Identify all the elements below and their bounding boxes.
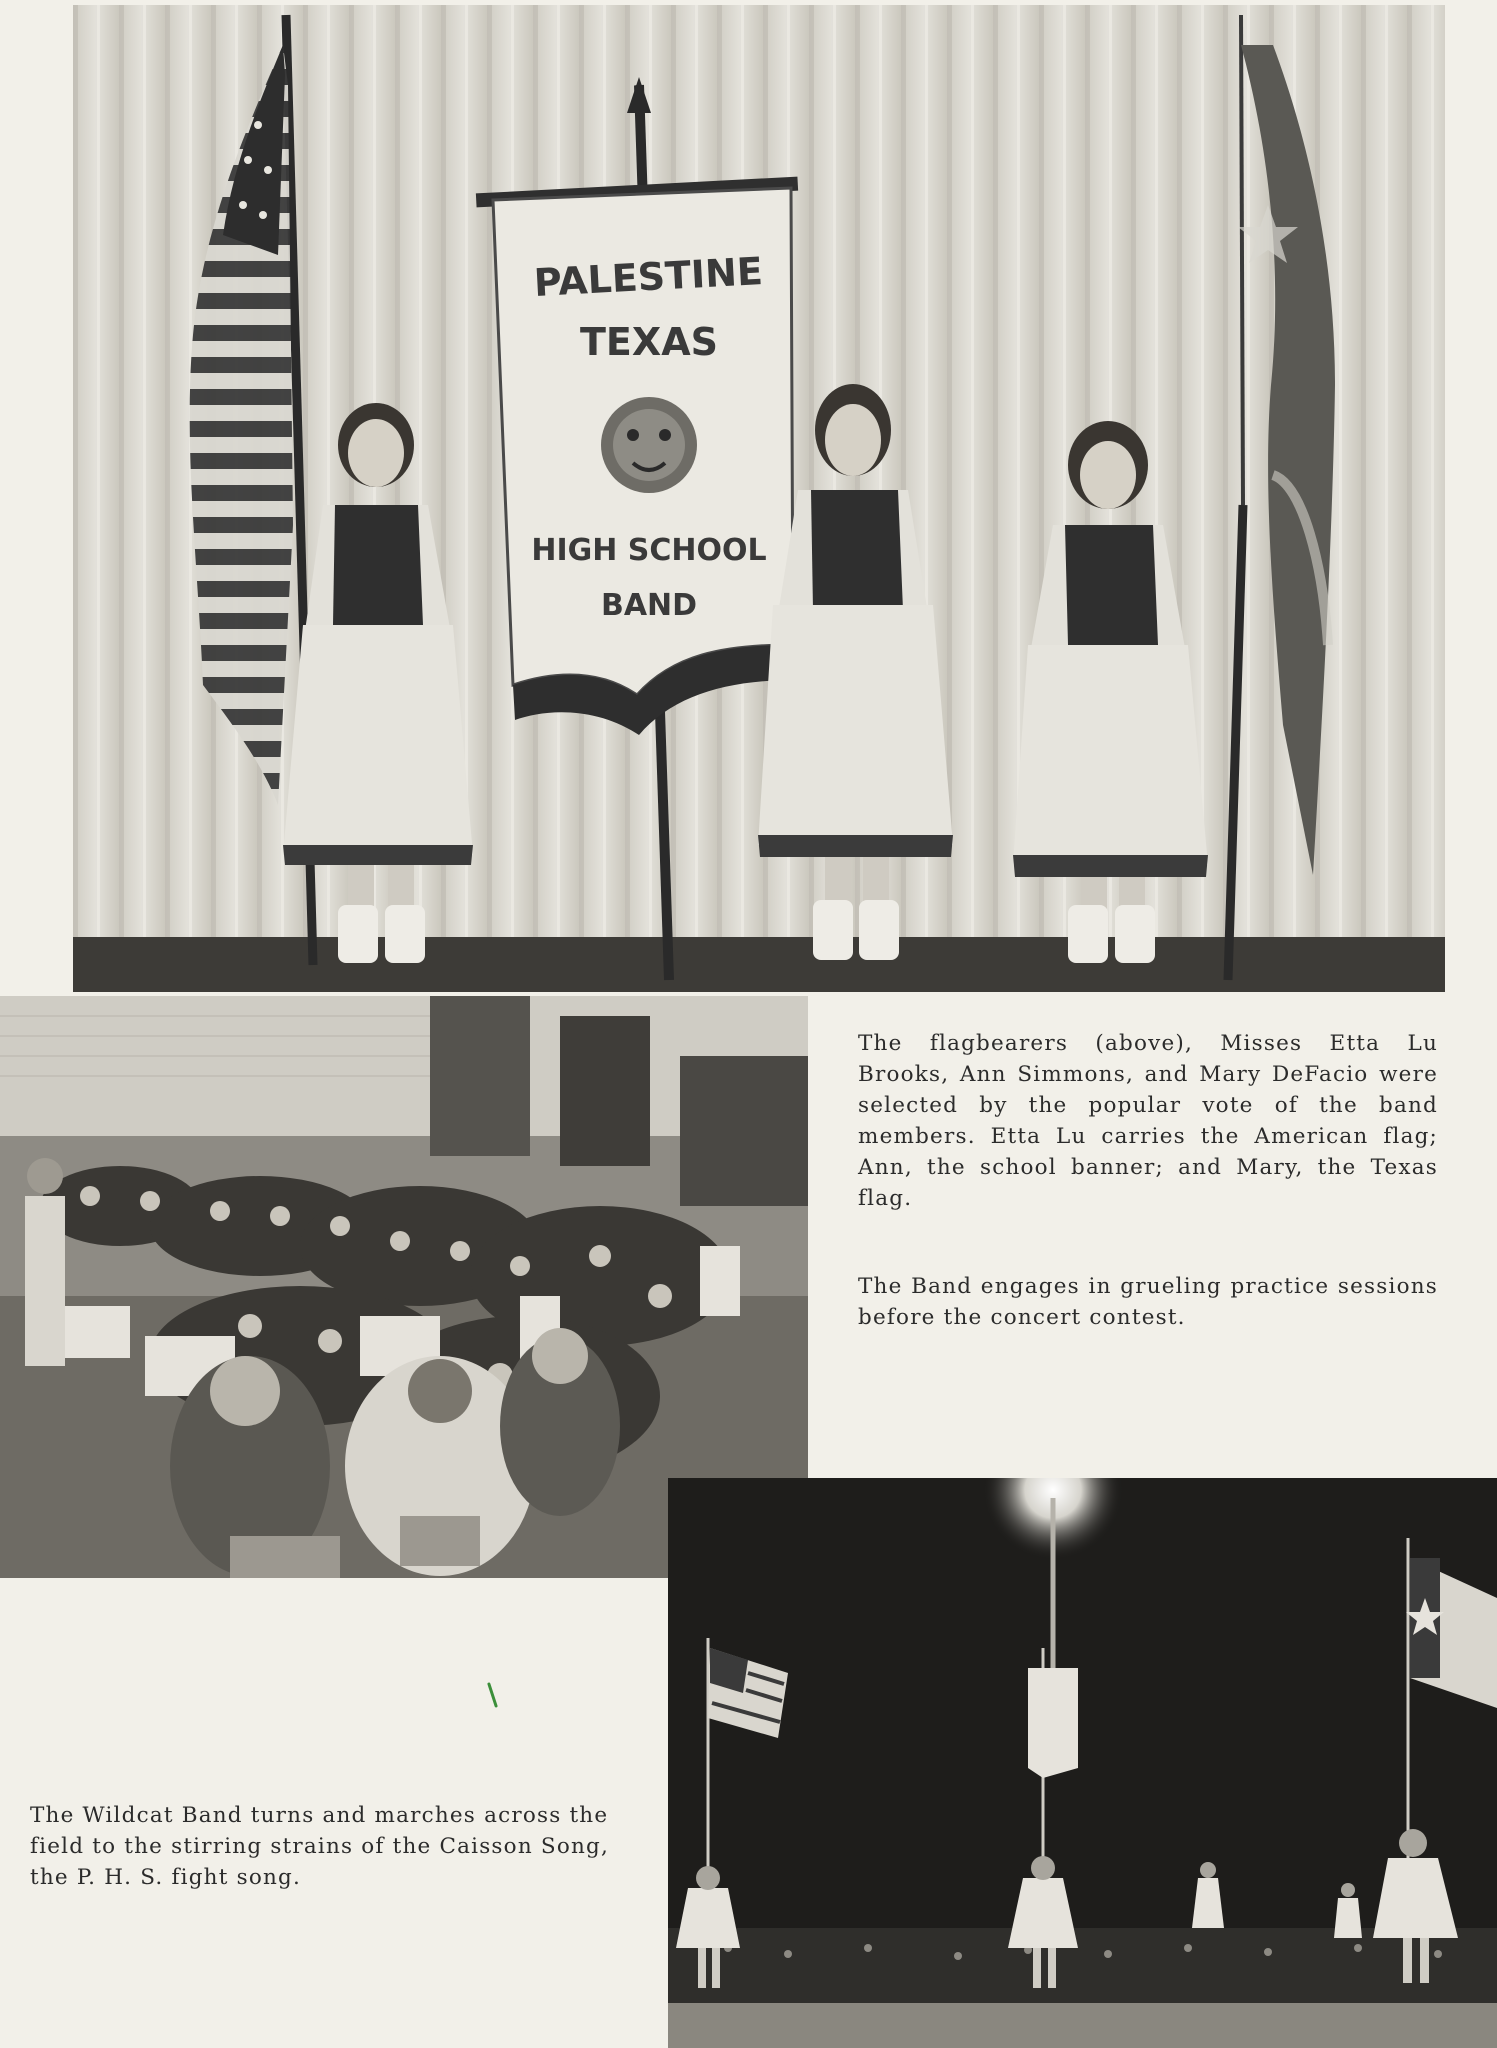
banner-line-1: PALESTINE	[532, 249, 764, 305]
banner-line-4: BAND	[600, 588, 698, 623]
flagbearers-photo	[73, 5, 1445, 992]
wildcat-band-caption: The Wildcat Band turns and marches across the field to the stirring strains of the Caisson Song, the P. H. S. fight song.	[30, 1803, 610, 1890]
night-march-photo-art	[668, 1478, 1497, 2048]
green-ink-mark	[487, 1682, 498, 1708]
practice-caption: The Band engages in grueling practice sessions before the concert contest.	[858, 1274, 1438, 1330]
banner-line-2: TEXAS	[580, 320, 718, 364]
banner-line-3: HIGH SCHOOL	[531, 533, 767, 568]
flagbearers-photo-art	[73, 5, 1445, 992]
night-march-photo	[668, 1478, 1497, 2048]
flagbearers-caption: The flagbearers (above), Misses Etta Lu Brooks, Ann Simmons, and Mary DeFacio were selected by the popular vote of the band members. Etta Lu carries the American flag; Ann, the school banner; and Mary, the Texas flag.	[858, 1031, 1438, 1211]
